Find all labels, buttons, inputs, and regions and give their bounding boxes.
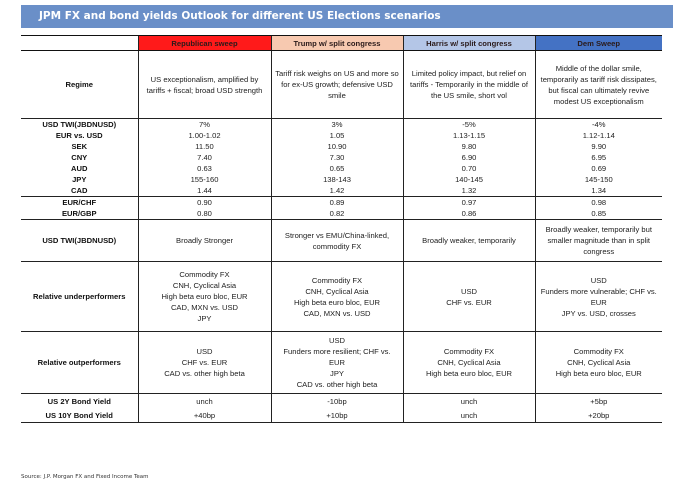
cell: 1.05: [271, 130, 403, 141]
row-usd-twi-view: [21, 220, 662, 262]
cell: 140-145: [403, 174, 535, 185]
header-dem-sweep: Dem Sweep: [535, 36, 662, 51]
row-aud: [21, 163, 662, 174]
row-outperformers: [21, 332, 662, 394]
cell: 1.12-1.14: [535, 130, 662, 141]
cell: [403, 332, 535, 394]
cell: 0.90: [138, 197, 271, 209]
cell: Broadly weaker, temporarily: [403, 220, 535, 262]
cell: 0.89: [271, 197, 403, 209]
row-label: Relative underperformers: [21, 262, 138, 332]
cell: 9.90: [535, 141, 662, 152]
cell-line: JPY vs. USD, crosses: [561, 308, 636, 318]
cell-line: CAD, MXN vs. USD: [170, 303, 239, 312]
row-label: US 2Y Bond Yield: [21, 394, 138, 409]
cell: 7.40: [138, 152, 271, 163]
cell-line: Commodity FX: [311, 275, 363, 285]
row-eur-chf: [21, 197, 662, 209]
cell: 11.50: [138, 141, 271, 152]
row-label: USD TWI(JBDNUSD): [21, 220, 138, 262]
cell: [403, 262, 535, 332]
cell: 0.86: [403, 208, 535, 220]
cell: -5%: [403, 119, 535, 131]
cell-line: Commodity FX: [179, 270, 230, 279]
cell-line: Funders more resilient; CHF vs. EUR: [283, 347, 391, 367]
cell-line: CHF vs. EUR: [446, 297, 492, 307]
cell-line: CHF vs. EUR: [181, 358, 228, 367]
cell-line: JPY: [197, 314, 212, 323]
cell: unch: [138, 394, 271, 409]
cell: 1.44: [138, 185, 271, 197]
page-title: JPM FX and bond yields Outlook for different US Elections scenarios: [21, 5, 673, 28]
row-eur-gbp: [21, 208, 662, 220]
row-label: EUR vs. USD: [55, 131, 103, 140]
cell: unch: [403, 394, 535, 409]
cell: 3%: [271, 119, 403, 131]
cell: Limited policy impact, but relief on tariffs - Temporarily in the middle of the US smile, short vol: [403, 51, 535, 119]
row-label: USD TWI(JBDNUSD): [21, 119, 138, 131]
cell: 0.63: [138, 163, 271, 174]
cell: [271, 262, 403, 332]
cell: 9.80: [403, 141, 535, 152]
cell: unch: [403, 408, 535, 423]
row-regime: [21, 51, 662, 119]
row-us-2y: [21, 394, 662, 409]
cell-line: High beta euro bloc, EUR: [161, 292, 248, 301]
cell: 0.85: [535, 208, 662, 220]
cell: +5bp: [535, 394, 662, 409]
cell: -10bp: [271, 394, 403, 409]
header-row: [21, 36, 662, 51]
cell-line: Commodity FX: [443, 347, 495, 356]
header-blank: [21, 36, 138, 51]
cell: [535, 332, 662, 394]
cell: Stronger vs EMU/China-linked, commodity FX: [271, 220, 403, 262]
cell-line: CNH, Cyclical Asia: [437, 358, 501, 367]
row-label: SEK: [71, 142, 88, 151]
source-note: Source: J.P. Morgan FX and Fixed Income Team: [21, 474, 149, 480]
cell: 145-150: [535, 174, 662, 185]
cell: [138, 262, 271, 332]
cell: Middle of the dollar smile, temporarily as tariff risk dissipates, but fiscal can ultimately revive modest US exceptionalism: [535, 51, 662, 119]
cell-line: USD: [460, 286, 478, 296]
cell: US exceptionalism, amplified by tariffs + fiscal; broad USD strength: [138, 51, 271, 119]
row-label: AUD: [71, 164, 88, 173]
cell: 0.65: [271, 163, 403, 174]
cell: [271, 332, 403, 394]
cell: 1.13-1.15: [403, 130, 535, 141]
row-cad: [21, 185, 662, 197]
row-label: US 10Y Bond Yield: [21, 408, 138, 423]
cell-line: JPY: [330, 369, 344, 378]
row-cny: [21, 152, 662, 163]
cell: +40bp: [138, 408, 271, 423]
cell: 138-143: [271, 174, 403, 185]
cell-line: USD: [196, 347, 213, 356]
row-label: CAD: [71, 186, 88, 195]
cell: 7%: [138, 119, 271, 131]
row-label: EUR/GBP: [61, 209, 97, 218]
cell-line: CAD, MXN vs. USD: [303, 308, 371, 318]
cell: 0.80: [138, 208, 271, 220]
row-sek: [21, 141, 662, 152]
scenario-table: [21, 35, 662, 423]
cell-line: CAD vs. other high beta: [164, 369, 245, 378]
cell-line: USD: [590, 275, 607, 285]
cell-line: CAD vs. other high beta: [296, 380, 378, 389]
cell: Tariff risk weighs on US and more so for ex-US growth; defensive USD smile: [271, 51, 403, 119]
row-label: Regime: [65, 80, 93, 89]
cell: 1.00-1.02: [138, 130, 271, 141]
header-republican-sweep: Republican sweep: [138, 36, 271, 51]
header-trump-split: Trump w/ split congress: [271, 36, 403, 51]
cell: Broadly Stronger: [138, 220, 271, 262]
cell-line: USD: [328, 336, 346, 345]
cell: Broadly weaker, temporarily but smaller magnitude than in split congress: [535, 220, 662, 262]
row-eur-usd: [21, 130, 662, 141]
cell: 7.30: [271, 152, 403, 163]
cell: [138, 332, 271, 394]
cell-line: High beta euro bloc, EUR: [425, 369, 513, 378]
cell-line: High beta euro bloc, EUR: [293, 297, 381, 307]
cell: 155-160: [138, 174, 271, 185]
cell-line: CNH, Cyclical Asia: [172, 281, 237, 290]
cell-line: High beta euro bloc, EUR: [555, 369, 642, 378]
row-usd-twi: [21, 119, 662, 131]
row-label: JPY: [72, 175, 87, 184]
cell: 0.69: [535, 163, 662, 174]
cell: 6.90: [403, 152, 535, 163]
row-jpy: [21, 174, 662, 185]
row-label: CNY: [71, 153, 88, 162]
header-harris-split: Harris w/ split congress: [403, 36, 535, 51]
cell: 6.95: [535, 152, 662, 163]
cell: 0.97: [403, 197, 535, 209]
cell: 1.34: [535, 185, 662, 197]
cell: 0.70: [403, 163, 535, 174]
cell: +20bp: [535, 408, 662, 423]
row-underperformers: [21, 262, 662, 332]
cell: 1.42: [271, 185, 403, 197]
cell: 10.90: [271, 141, 403, 152]
row-label: Relative outperformers: [21, 332, 138, 394]
cell: 0.82: [271, 208, 403, 220]
cell: 1.32: [403, 185, 535, 197]
cell-line: CNH, Cyclical Asia: [567, 358, 631, 367]
cell-line: CNH, Cyclical Asia: [305, 286, 369, 296]
row-label: EUR/CHF: [21, 197, 138, 209]
cell: 0.98: [535, 197, 662, 209]
cell: +10bp: [271, 408, 403, 423]
cell-line: Funders more vulnerable; CHF vs. EUR: [540, 286, 657, 307]
row-us-10y: [21, 408, 662, 423]
cell: [535, 262, 662, 332]
cell-line: Commodity FX: [573, 347, 624, 356]
cell: -4%: [535, 119, 662, 131]
